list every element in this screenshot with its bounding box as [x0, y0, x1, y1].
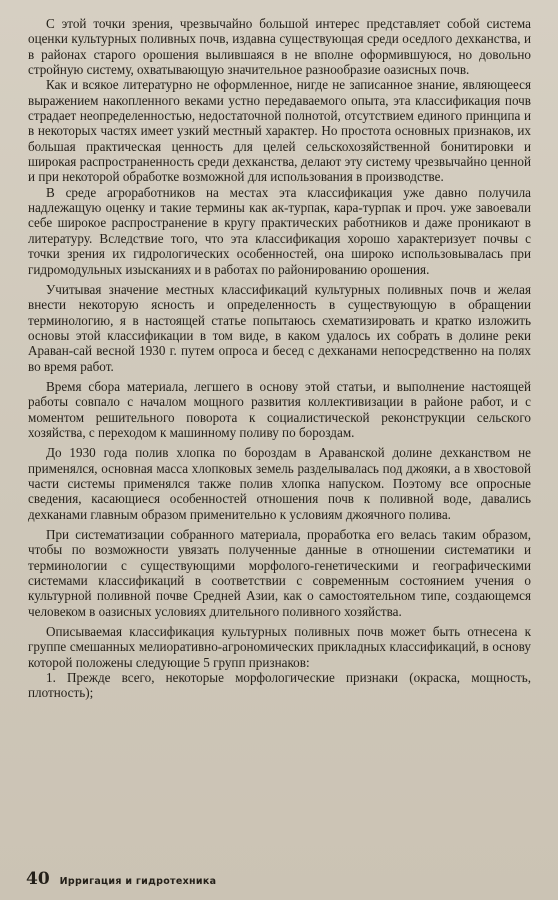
paragraph-2: Как и всякое литературно не оформленное, нигде не записанное знание, являющееся выражением накопленного веками устно передаваемого опыта, эта классификация почв страдает неопределенностью, недостаточной полнотой, отсутствием единого принципа и в некоторых частях имеет узкий местный характер. Но простота основных признаков, их большая практическая ценность для целей сельскохозяйственной бонитировки и широкая распространенность среди дехканства, делают эту систему чрезвычайно ценной и при некоторой обработке возможной для использования в производстве.: [28, 77, 531, 185]
page-number: 40: [26, 869, 50, 889]
journal-title: Ирригация и гидротехника: [59, 876, 217, 887]
paragraph-3: В среде агроработников на местах эта классификация уже давно получила надлежащую оценку и такие термины как ак-турпак, кара-турпак и проч. уже завоевали себе широкое распространение в кругу практических работников и даже проникают в литературу. Вследствие того, что эта классификация хорошо характеризует почвы с точки зрения их гидрологических особенностей, она широко использовывалась при гидромодульных изысканиях и в работах по районированию орошения.: [28, 184, 531, 277]
paragraph-5: Время сбора материала, легшего в основу этой статьи, и выполнение настоящей работы совпало с началом мощного развития коллективизации в районе работ, и с моментом решительного поворота к социалистической реконструкции сельского хозяйства, с переходом к машинному поливу по бороздам.: [28, 378, 531, 440]
paragraph-7: При систематизации собранного материала, проработка его велась таким образом, чтобы по возможности увязать полученные данные в отношении систематики и терминологии с существующими морфолого-генетическими и географическими системами классификаций в соответствии с современным состоянием учения о культурной поливной почве Средней Азии, как о самостоятельном типе, создающемся человеком в оазисных условиях длительного поливного хозяйства.: [28, 527, 531, 619]
paragraph-8: Описываемая классификация культурных поливных почв может быть отнесена к группе смешанных мелиоративно-агрономических прикладных классификаций, в основу которой положены следующие 5 групп признаков:: [28, 624, 531, 670]
paragraph-6: До 1930 года полив хлопка по бороздам в Араванской долине дехканством не применялся, основная масса хлопковых земель разделывалась под джояки, а в хвостовой части системы применялся также полив хлопка напуском. Поэтому все опросные сведения, касающиеся особенностей отношения почв к поливной воде, давались дехканами главным образом применительно к условиям джоячного полива.: [28, 445, 531, 522]
paragraph-1: С этой точки зрения, чрезвычайно большой интерес представляет собой система оценки культурных поливных почв, издавна существующая среди оседлого дехканства, и в районах старого орошения вылившаяся в не вполне оформившуюся, но довольно стройную систему, охватывающую значительное разнообразие оазисных почв.: [28, 16, 531, 78]
article-body: [28, 16, 531, 701]
paragraph-4: Учитывая значение местных классификаций культурных поливных почв и желая внести некоторую ясность и определенность в существующую в обращении терминологию, я в настоящей статье попытаюсь схематизировать и кратко изложить основы этой классификации в том виде, в каком удалось их собрать в долине реки Араван-сай весной 1930 г. путем опроса и бесед с дехканами непосредственно на полях во время работ.: [28, 281, 531, 374]
paragraph-9: 1. Прежде всего, некоторые морфологические признаки (окраска, мощность, плотность);: [28, 670, 531, 701]
page-footer: [26, 869, 216, 889]
